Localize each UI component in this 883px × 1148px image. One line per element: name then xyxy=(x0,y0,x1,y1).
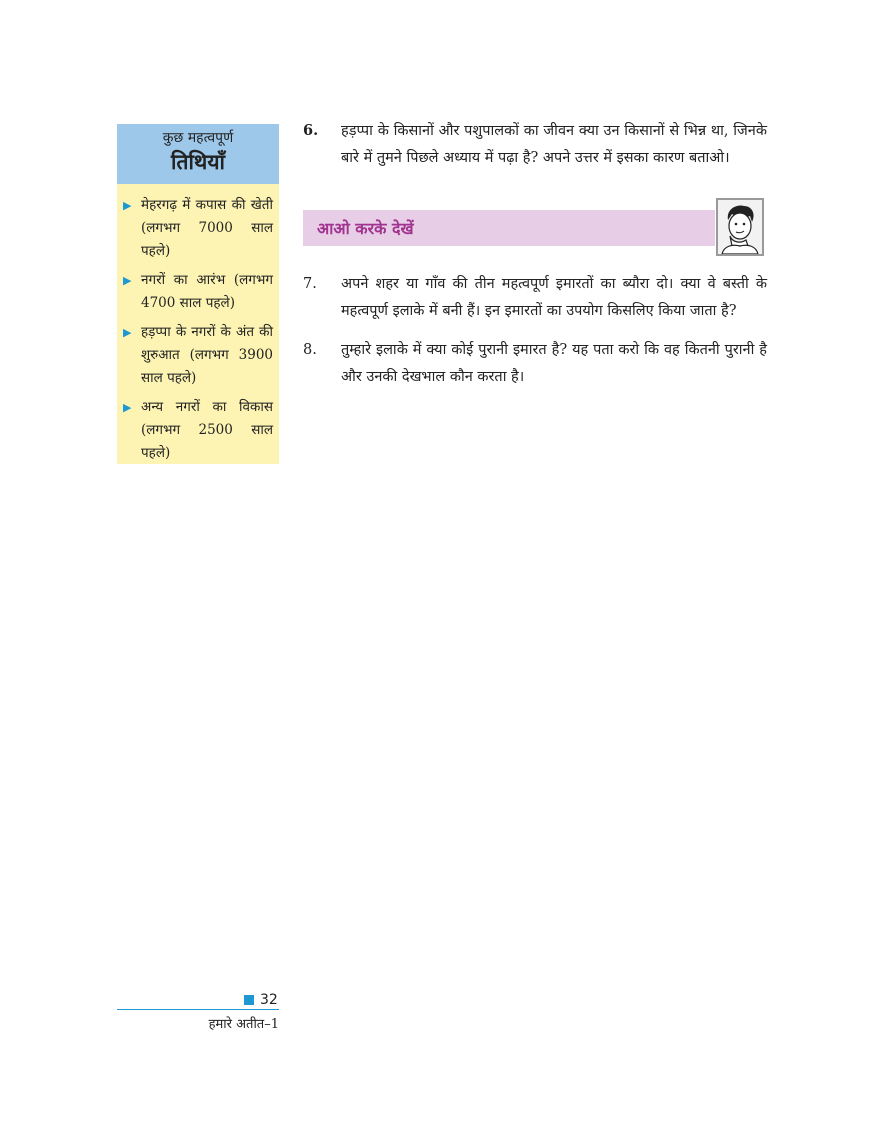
date-item xyxy=(123,194,273,263)
date-item xyxy=(123,396,273,465)
date-item xyxy=(123,321,273,390)
footer-divider xyxy=(117,1009,279,1010)
page-number-text: 32 xyxy=(260,992,278,1008)
date-item-text: मेहरगढ़ में कपास की खेती (लगभग 7000 साल पहले) xyxy=(141,197,273,259)
question-text: तुम्हारे इलाके में क्या कोई पुरानी इमारत है? यह पता करो कि वह कितनी पुरानी है और उनकी देखभाल कौन करता है। xyxy=(341,342,767,385)
question-number: 6. xyxy=(303,122,319,139)
page-number xyxy=(244,992,278,1008)
triangle-bullet-icon: ▶ xyxy=(123,274,132,287)
question-number: 7. xyxy=(303,276,317,292)
important-dates-box xyxy=(117,124,279,464)
dates-list xyxy=(117,184,279,464)
square-marker-icon xyxy=(244,995,254,1005)
dates-box-header xyxy=(117,124,279,184)
date-item-text: नगरों का आरंभ (लगभग 4700 साल पहले) xyxy=(141,272,273,311)
question-6 xyxy=(303,118,767,171)
dates-box-subtitle: कुछ महत्वपूर्ण xyxy=(162,130,234,146)
dates-box-title: तिथियाँ xyxy=(171,150,225,174)
question-number: 8. xyxy=(303,342,317,358)
question-7 xyxy=(303,271,767,324)
book-title: हमारे अतीत–1 xyxy=(208,1017,279,1032)
question-text: हड़प्पा के किसानों और पशुपालकों का जीवन क्या उन किसानों से भिन्न था, जिनके बारे में तुमने पिछले अध्याय में पढ़ा है? अपने उत्तर में इसका कारण बताओ। xyxy=(341,123,767,166)
activity-heading: आओ करके देखें xyxy=(317,219,414,238)
date-item xyxy=(123,269,273,315)
activity-banner xyxy=(303,210,715,246)
date-item-text: हड़प्पा के नगरों के अंत की शुरुआत (लगभग 3900 साल पहले) xyxy=(141,324,273,386)
thinking-boy-icon xyxy=(716,198,764,256)
date-item-text: अन्य नगरों का विकास (लगभग 2500 साल पहले) xyxy=(141,399,273,461)
question-text: अपने शहर या गाँव की तीन महत्वपूर्ण इमारतों का ब्यौरा दो। क्या वे बस्ती के महत्वपूर्ण इलाके में बनी हैं। इन इमारतों का उपयोग किसलिए किया जाता है? xyxy=(341,276,767,319)
triangle-bullet-icon: ▶ xyxy=(123,401,132,414)
question-8 xyxy=(303,337,767,390)
triangle-bullet-icon: ▶ xyxy=(123,326,132,339)
triangle-bullet-icon: ▶ xyxy=(123,199,132,212)
